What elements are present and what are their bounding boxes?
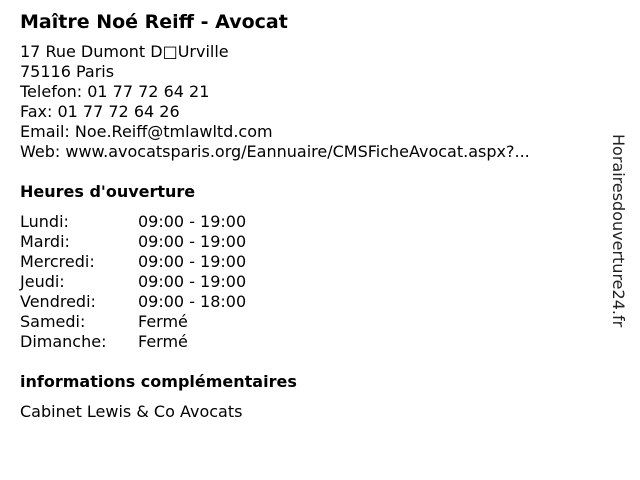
time-value: 09:00 - 18:00: [138, 292, 247, 311]
contact-block: [20, 42, 610, 162]
time-value: 09:00 - 19:00: [138, 212, 247, 231]
day-label: Dimanche:: [20, 332, 107, 351]
page-title: Maître Noé Reiff - Avocat: [20, 11, 288, 33]
additional-info-heading: informations complémentaires: [20, 372, 297, 391]
hours-row-friday: [20, 292, 610, 312]
opening-hours-table: [20, 212, 610, 352]
time-value: Fermé: [138, 312, 188, 331]
business-card: [20, 10, 610, 422]
city-address: 75116 Paris: [20, 62, 115, 81]
street-address: 17 Rue Dumont D□Urville: [20, 42, 229, 61]
hours-row-monday: [20, 212, 610, 232]
hours-row-tuesday: [20, 232, 610, 252]
day-label: Lundi:: [20, 212, 69, 231]
website-url: Web: www.avocatsparis.org/Eannuaire/CMSFicheAvocat.aspx?...: [20, 142, 530, 161]
hours-row-wednesday: [20, 252, 610, 272]
hours-row-thursday: [20, 272, 610, 292]
email-address: Email: Noe.Reiff@tmlawltd.com: [20, 122, 273, 141]
time-value: 09:00 - 19:00: [138, 272, 247, 291]
day-label: Jeudi:: [20, 272, 65, 291]
time-value: 09:00 - 19:00: [138, 252, 247, 271]
opening-hours-heading: Heures d'ouverture: [20, 182, 196, 201]
hours-row-sunday: [20, 332, 610, 352]
time-value: 09:00 - 19:00: [138, 232, 247, 251]
phone-number: Telefon: 01 77 72 64 21: [20, 82, 210, 101]
additional-info-text: Cabinet Lewis & Co Avocats: [20, 402, 243, 421]
day-label: Samedi:: [20, 312, 86, 331]
hours-row-saturday: [20, 312, 610, 332]
day-label: Vendredi:: [20, 292, 96, 311]
site-watermark: Horairesdouverture24.fr: [609, 134, 628, 328]
day-label: Mardi:: [20, 232, 70, 251]
time-value: Fermé: [138, 332, 188, 351]
fax-number: Fax: 01 77 72 64 26: [20, 102, 180, 121]
day-label: Mercredi:: [20, 252, 95, 271]
